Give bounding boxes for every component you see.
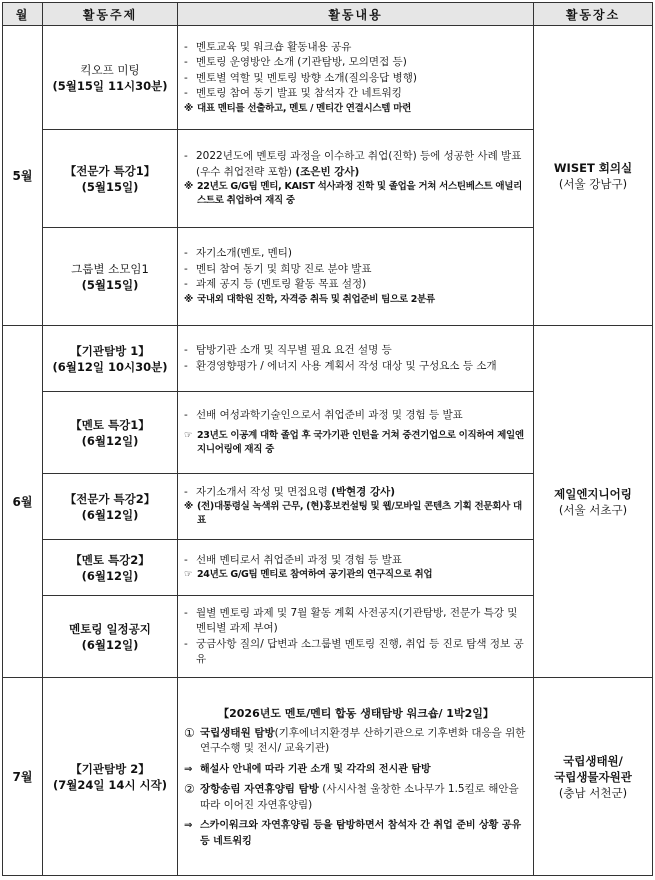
table-row bbox=[3, 678, 653, 876]
list-item: ⇒ 해설사 안내에 따라 기관 소개 및 각각의 전시관 탐방 bbox=[184, 763, 431, 775]
month-cell-may: 5월 bbox=[3, 26, 43, 326]
list-item: ⇒ 스카이워크와 자연휴양림 등을 탐방하면서 참석자 간 취업 준비 상황 공유 등 네트워킹 bbox=[184, 820, 522, 847]
topic-title: 【멘토 특강1】 bbox=[70, 417, 150, 432]
list-item: - 2022년도에 멘토링 과정을 이수하고 취업(진학) 등에 성공한 사례 발표(우수 취업전략 포함) (조은빈 강사) bbox=[184, 150, 522, 178]
activity-schedule-table bbox=[2, 2, 653, 876]
list-item: - 멘티 참여 동기 및 희망 진로 분야 발표 bbox=[184, 262, 372, 275]
topic-title: 【기관탐방 2】 bbox=[70, 761, 150, 776]
table-row bbox=[3, 26, 653, 130]
topic-title: 【전문가 특강1】 bbox=[64, 163, 156, 178]
month-cell-july: 7월 bbox=[3, 678, 43, 876]
note-item: ☞ 24년도 G/G팀 멘티로 참여하여 공기관의 연구직으로 취업 bbox=[184, 569, 433, 581]
topic-date: (6월12일) bbox=[81, 568, 139, 583]
topic-mentor-lecture-1 bbox=[43, 392, 178, 474]
list-item: - 선배 여성과학기술인으로서 취업준비 과정 및 경험 등 발표 bbox=[184, 409, 463, 422]
topic-date: (5월15일) bbox=[81, 179, 139, 194]
content-expert-lecture-1 bbox=[178, 130, 534, 228]
note-item: ※ 22년도 G/G팀 멘티, KAIST 석사과정 진학 및 졸업을 거쳐 서스틴베스트 애널리스트로 취업하여 재직 중 bbox=[184, 181, 523, 206]
topic-date: (6월12일) bbox=[81, 507, 139, 522]
list-item: - 자기소개서 작성 및 면접요령 (박현경 강사) bbox=[184, 485, 396, 498]
topic-site-visit-2 bbox=[43, 678, 178, 876]
topic-title: 킥오프 미팅 bbox=[80, 62, 140, 77]
list-item: - 멘토링 운영방안 소개 (기관탐방, 모의면접 등) bbox=[184, 56, 407, 68]
list-item: - 궁금사항 질의/ 답변과 소그룹별 멘토링 진행, 취업 등 진로 탐색 정보 공유 bbox=[184, 637, 524, 665]
list-item: - 과제 공지 등 (멘토링 활동 목표 설정) bbox=[184, 278, 367, 291]
list-item: ② 장항송림 자연휴양림 탐방 (사시사철 울창한 소나무가 1.5킬로 해안을 따라 이어진 자연휴양림) bbox=[184, 782, 519, 811]
content-group-meeting-1 bbox=[178, 228, 534, 326]
venue-name: 국립생물자원관 bbox=[554, 769, 632, 784]
topic-date: (6월12일) bbox=[81, 637, 139, 652]
topic-title: 그룹별 소모임1 bbox=[71, 261, 149, 276]
month-cell-june: 6월 bbox=[3, 326, 43, 678]
venue-location: (서울 강남구) bbox=[558, 176, 628, 191]
note-item: ※ 국내외 대학원 진학, 자격증 취득 및 취업준비 팀으로 2분류 bbox=[184, 293, 435, 305]
header-topic: 활동주제 bbox=[43, 3, 178, 26]
topic-date: (5월15일) bbox=[81, 277, 139, 292]
content-mentor-lecture-2 bbox=[178, 540, 534, 596]
venue-name: 국립생태원/ bbox=[563, 753, 623, 768]
venue-cell-july bbox=[534, 678, 653, 876]
topic-schedule-notice bbox=[43, 596, 178, 678]
topic-expert-lecture-2 bbox=[43, 474, 178, 540]
topic-mentor-lecture-2 bbox=[43, 540, 178, 596]
topic-kickoff bbox=[43, 26, 178, 130]
content-site-visit-2 bbox=[178, 678, 534, 876]
list-item: - 환경영향평가 / 에너지 사용 계획서 작성 대상 및 구성요소 등 소개 bbox=[184, 359, 497, 372]
venue-location: (서울 서초구) bbox=[558, 502, 628, 517]
header-venue: 활동장소 bbox=[534, 3, 653, 26]
topic-date: (7월24일 14시 시작) bbox=[52, 777, 168, 792]
workshop-title: 【2026년도 멘토/멘티 합동 생태탐방 워크숍/ 1박2일】 bbox=[218, 707, 494, 720]
topic-expert-lecture-1 bbox=[43, 130, 178, 228]
note-item: ※ (전)대통령실 녹색위 근무, (현)홍보컨설팅 및 웹/모바일 콘텐츠 기획 전문회사 대표 bbox=[184, 501, 522, 527]
venue-name: WISET 회의실 bbox=[553, 160, 633, 175]
list-item: - 멘토별 역할 및 멘토링 방향 소개(질의응답 병행) bbox=[184, 71, 417, 84]
table-row bbox=[3, 326, 653, 392]
topic-date: (6월12일 10시30분) bbox=[52, 359, 168, 374]
note-item: ※ 대표 멘티를 선출하고, 멘토 / 멘티간 연결시스템 마련 bbox=[184, 102, 411, 114]
list-item: ① 국립생태원 탐방(기후에너지환경부 산하기관으로 기후변화 대응을 위한 연구수행 및 전시/ 교육기관) bbox=[184, 725, 526, 754]
venue-name: 제일엔지니어링 bbox=[554, 486, 632, 501]
list-item: - 탐방기관 소개 및 직무별 필요 요건 설명 등 bbox=[184, 344, 392, 356]
topic-date: (5월15일 11시30분) bbox=[52, 78, 168, 93]
content-expert-lecture-2 bbox=[178, 474, 534, 540]
header-content: 활동내용 bbox=[178, 3, 534, 26]
venue-cell-june bbox=[534, 326, 653, 678]
topic-site-visit-1 bbox=[43, 326, 178, 392]
list-item: - 월별 멘토링 과제 및 7월 활동 계획 사전공지(기관탐방, 전문가 특강 및 멘티별 과제 부여) bbox=[184, 606, 518, 634]
venue-cell-may bbox=[534, 26, 653, 326]
topic-title: 【기관탐방 1】 bbox=[70, 343, 150, 358]
note-item: ☞ 23년도 이공계 대학 졸업 후 국가기관 인턴을 거쳐 중견기업으로 이직하여 제일엔지니어링에 재직 중 bbox=[184, 429, 524, 455]
content-mentor-lecture-1 bbox=[178, 392, 534, 474]
topic-date: (6월12일) bbox=[81, 433, 139, 448]
topic-title: 【멘토 특강2】 bbox=[70, 552, 150, 567]
list-item: - 멘토링 참여 동기 발표 및 참석자 간 네트워킹 bbox=[184, 87, 402, 99]
content-site-visit-1 bbox=[178, 326, 534, 392]
header-row bbox=[3, 3, 653, 26]
list-item: - 선배 멘티로서 취업준비 과정 및 경험 등 발표 bbox=[184, 553, 402, 566]
topic-title: 멘토링 일정공지 bbox=[69, 621, 151, 636]
list-item: - 자기소개(멘토, 멘티) bbox=[184, 247, 293, 260]
content-kickoff bbox=[178, 26, 534, 130]
content-schedule-notice bbox=[178, 596, 534, 678]
venue-location: (충남 서천군) bbox=[558, 785, 628, 800]
topic-group-meeting-1 bbox=[43, 228, 178, 326]
header-month: 월 bbox=[3, 3, 43, 26]
topic-title: 【전문가 특강2】 bbox=[64, 491, 156, 506]
list-item: - 멘토교육 및 워크숍 활동내용 공유 bbox=[184, 40, 352, 53]
